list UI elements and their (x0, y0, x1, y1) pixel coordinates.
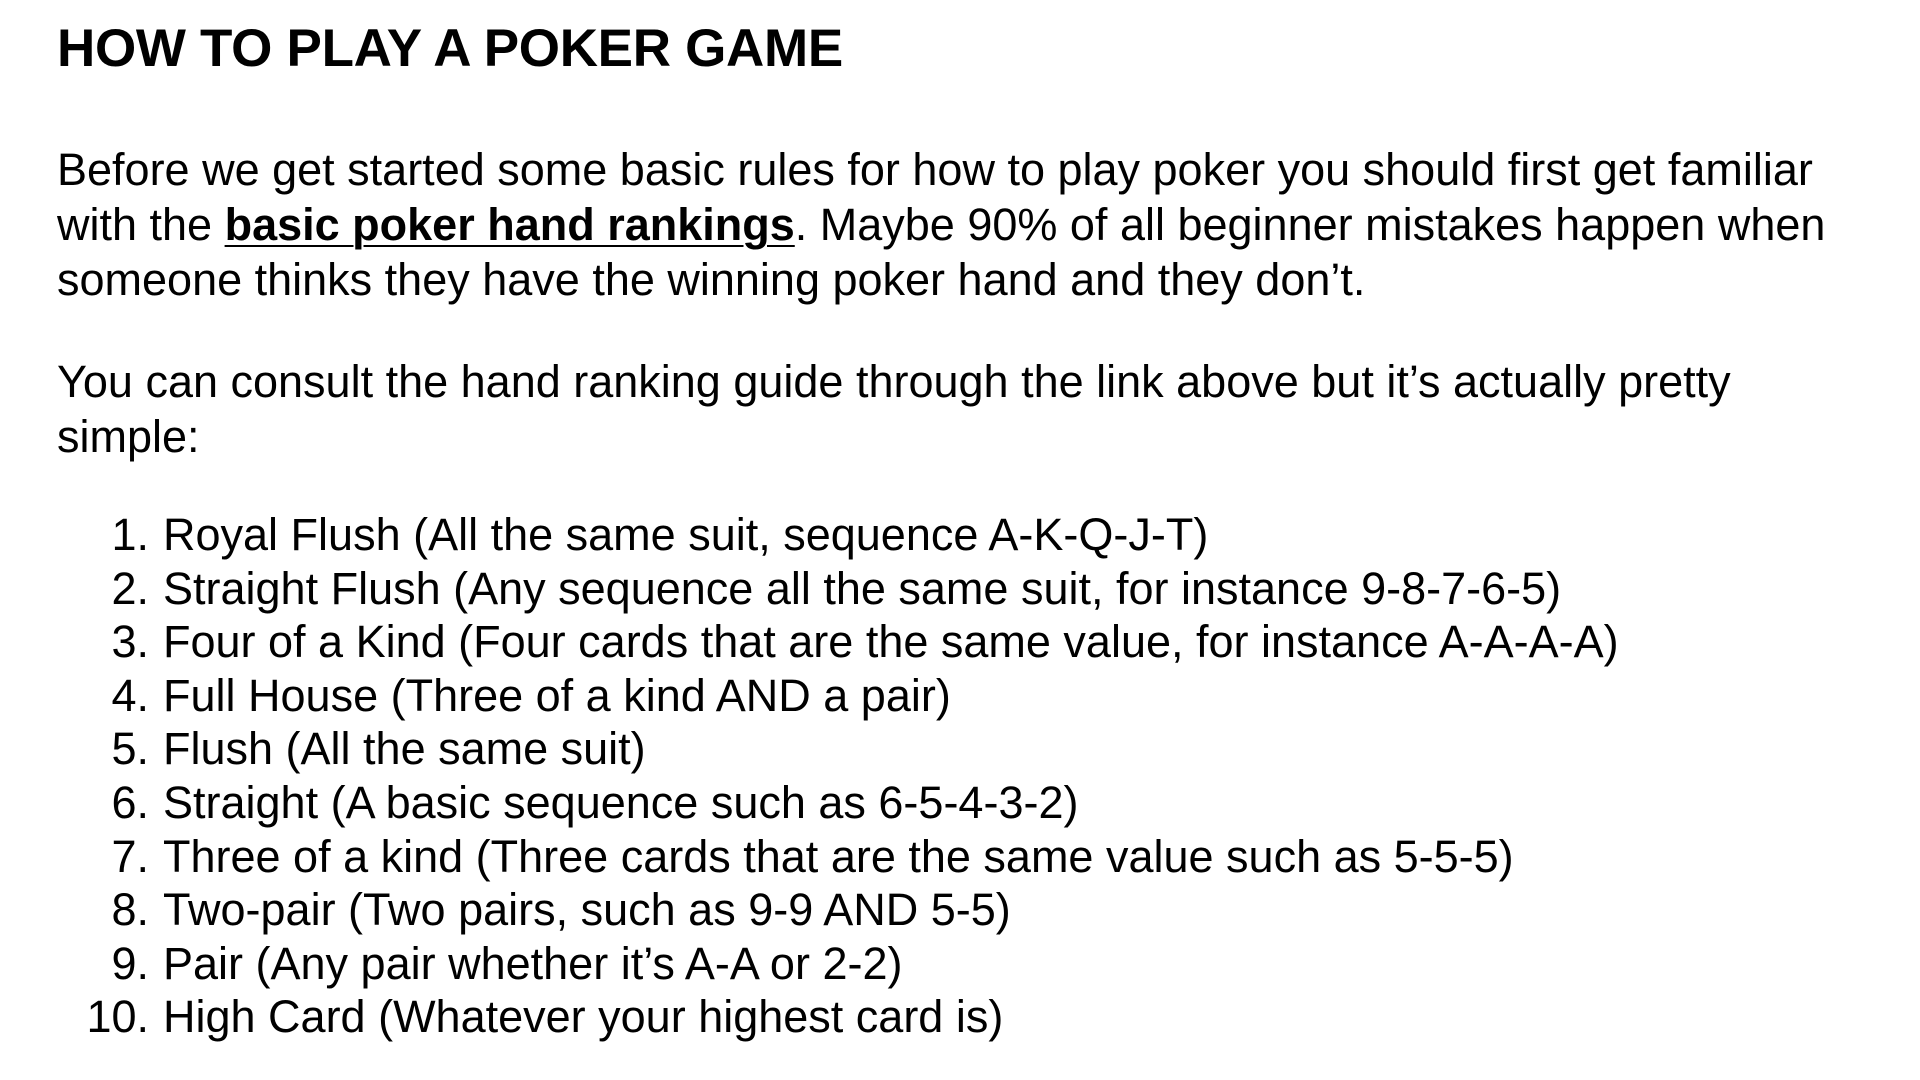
intro-line-3: someone thinks they have the winning poker hand and they don’t. (57, 254, 1366, 305)
guide-line-2: simple: (57, 411, 200, 462)
intro-line-2-lead: with the (57, 199, 225, 250)
list-item (0, 830, 1619, 884)
list-item (0, 937, 1619, 991)
list-item-number: 5. (111, 723, 149, 775)
list-item-number: 8. (111, 884, 149, 936)
list-item (0, 776, 1619, 830)
hand-rankings-link[interactable]: basic poker hand rankings (224, 199, 795, 250)
list-item-text: Pair (Any pair whether it’s A-A or 2-2) (163, 937, 903, 989)
list-item-text: Full House (Three of a kind AND a pair) (163, 669, 951, 721)
list-item-text: Three of a kind (Three cards that are the same value such as 5-5-5) (163, 830, 1514, 882)
list-item-number: 10. (86, 991, 149, 1043)
intro-paragraph (57, 142, 1825, 307)
list-item-text: Royal Flush (All the same suit, sequence A-K-Q-J-T) (163, 509, 1209, 560)
list-item (0, 990, 1619, 1044)
list-item-number: 7. (111, 830, 149, 882)
list-item-number: 1. (111, 509, 149, 560)
guide-line-1: You can consult the hand ranking guide through the link above but it’s actually pretty (57, 356, 1731, 407)
intro-line-2 (57, 197, 1825, 252)
list-item-number: 3. (111, 616, 149, 668)
guide-paragraph (57, 354, 1731, 464)
list-item (0, 722, 1619, 776)
list-item-text: High Card (Whatever your highest card is) (163, 991, 1004, 1043)
list-item-number: 6. (111, 776, 149, 828)
intro-line-2-tail: . Maybe 90% of all beginner mistakes happen when (794, 199, 1826, 250)
list-item-number: 2. (111, 562, 149, 614)
list-item-number: 9. (111, 937, 149, 989)
list-item-number: 4. (111, 669, 149, 721)
list-item (0, 883, 1619, 937)
page-title: HOW TO PLAY A POKER GAME (57, 19, 843, 78)
hand-ranking-list (0, 508, 1619, 1044)
list-item-text: Four of a Kind (Four cards that are the same value, for instance A-A-A-A) (163, 616, 1619, 668)
list-item-text: Two-pair (Two pairs, such as 9-9 AND 5-5) (163, 884, 1011, 936)
list-item (0, 669, 1619, 723)
list-item-text: Flush (All the same suit) (163, 723, 646, 775)
list-item (0, 562, 1619, 616)
list-item (0, 615, 1619, 669)
list-item-text: Straight (A basic sequence such as 6-5-4-3-2) (163, 776, 1079, 828)
list-item-text: Straight Flush (Any sequence all the same suit, for instance 9-8-7-6-5) (163, 562, 1562, 614)
list-item (0, 508, 1619, 562)
intro-line-1: Before we get started some basic rules for how to play poker you should first get familiar (57, 144, 1813, 195)
